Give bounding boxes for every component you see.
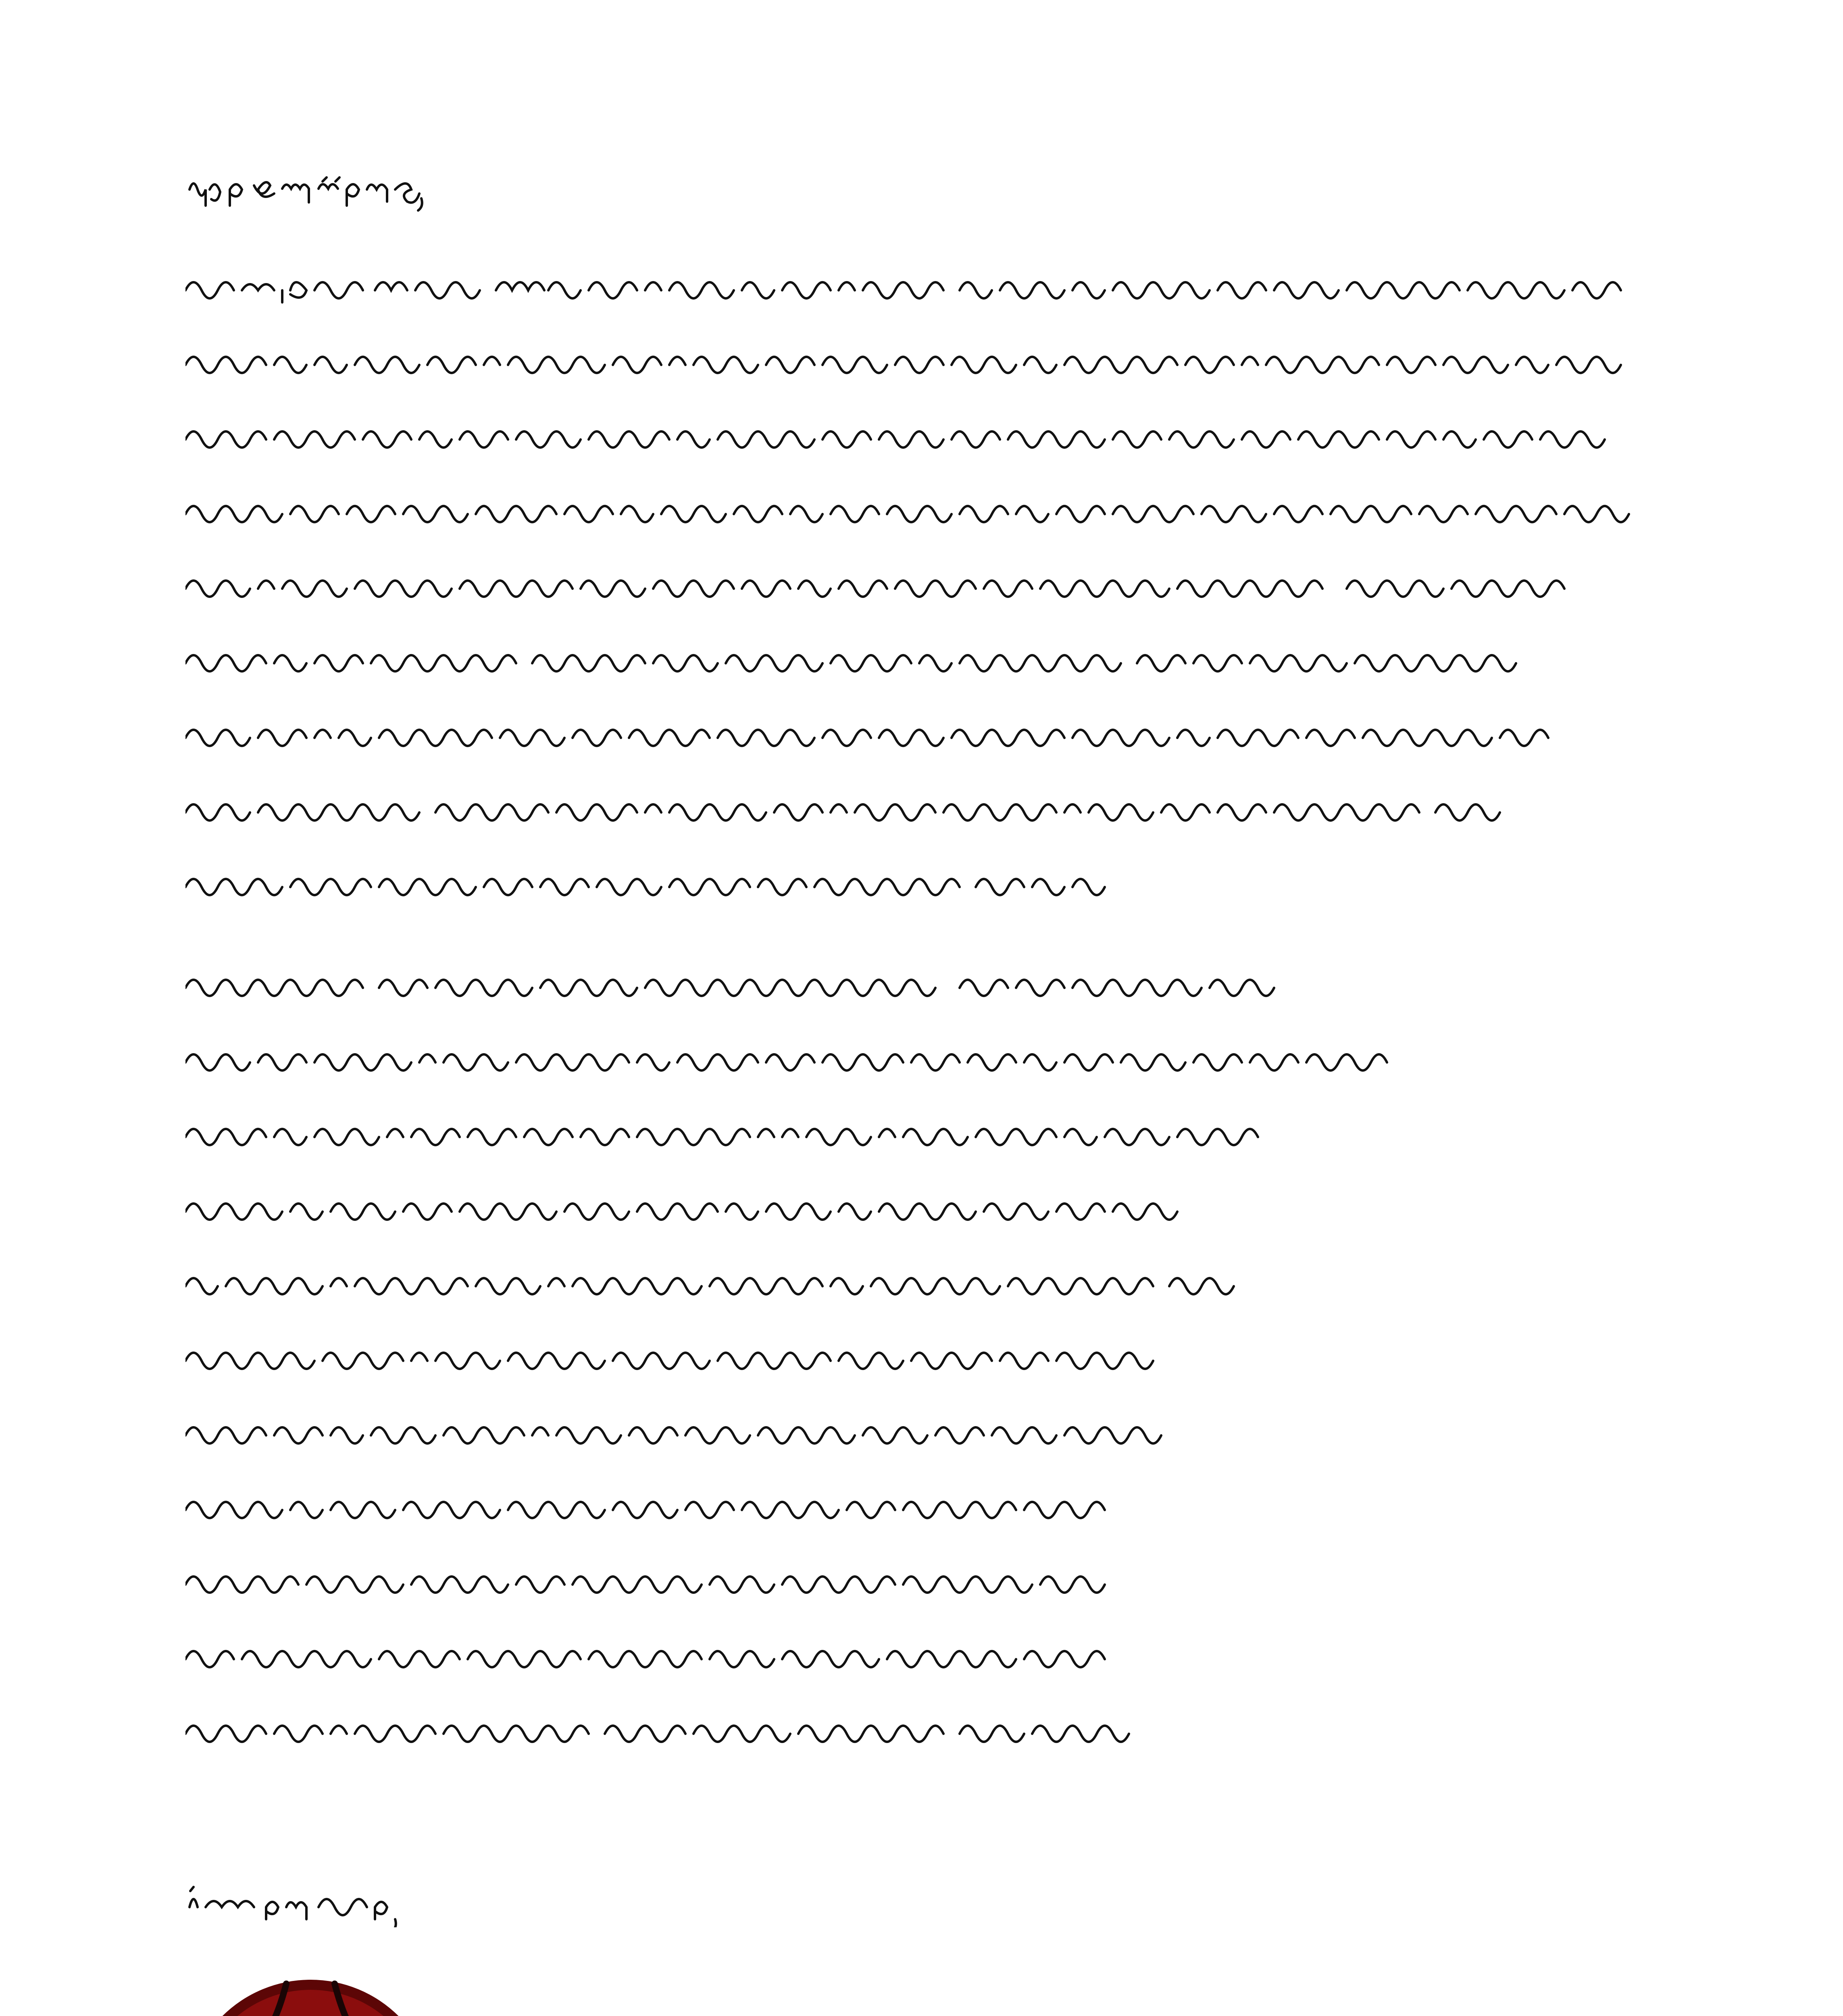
paragraph-2 <box>185 964 1645 1784</box>
letter-page <box>185 0 1661 2016</box>
script-line <box>185 266 1645 341</box>
script-line <box>185 1187 1645 1262</box>
wax-seal <box>185 1972 435 2016</box>
closing-script <box>185 1883 435 1927</box>
salutation <box>185 173 435 218</box>
script-line <box>185 863 1645 937</box>
script-line <box>185 1411 1645 1486</box>
signature-block <box>185 1972 871 2016</box>
seal-graphic <box>185 1972 435 2016</box>
script-line <box>185 788 1645 863</box>
script-line <box>185 1635 1645 1710</box>
script-line <box>185 1113 1645 1187</box>
script-line <box>185 639 1645 714</box>
script-line <box>185 714 1645 788</box>
script-line <box>185 1486 1645 1560</box>
closing-line <box>185 1883 435 1927</box>
script-line <box>185 490 1645 564</box>
script-line <box>185 341 1645 415</box>
script-line <box>185 1337 1645 1411</box>
script-line <box>185 1038 1645 1113</box>
script-line <box>185 1262 1645 1337</box>
script-line <box>185 1560 1645 1635</box>
script-line <box>185 1710 1645 1784</box>
script-line <box>185 415 1645 490</box>
paragraph-1 <box>185 266 1645 937</box>
script-line <box>185 564 1645 639</box>
script-line <box>185 964 1645 1038</box>
salutation-script <box>185 173 435 218</box>
